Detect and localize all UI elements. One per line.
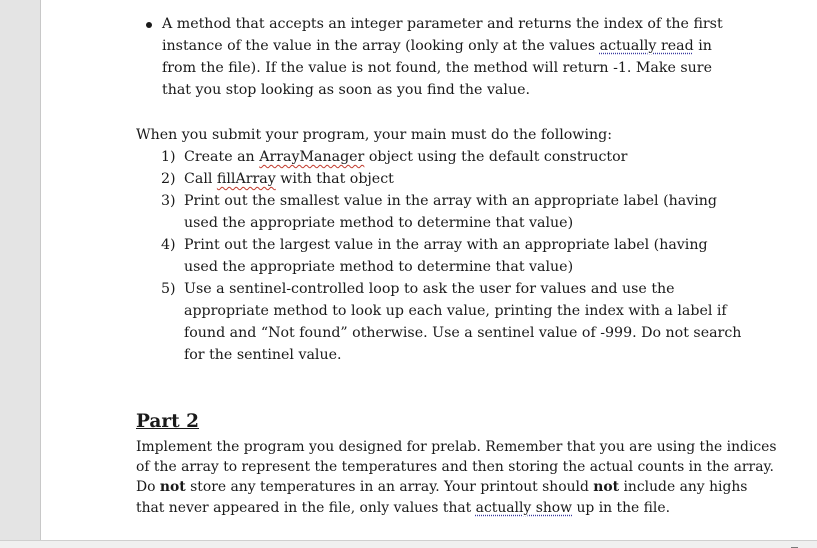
text-run: store any temperatures in an array. Your printout should: [185, 479, 594, 496]
list-number: 5): [161, 281, 176, 297]
list-number: 3): [161, 193, 176, 209]
text-run: with that object: [275, 171, 394, 187]
bullet-item: [162, 13, 802, 101]
list-number: 4): [161, 237, 176, 253]
list-number: 2): [161, 171, 176, 187]
list-item-5: [136, 278, 796, 366]
section-heading: Part 2: [136, 411, 200, 432]
paragraph-line: [136, 498, 796, 518]
bullet-line-2: [162, 35, 802, 57]
paragraph-line: Implement the program you designed for prelab. Remember that you are using the indices: [136, 439, 777, 455]
text-run: Create an: [184, 149, 260, 165]
list-item-text: Print out the smallest value in the array with an appropriate label (having: [184, 193, 717, 209]
document-page[interactable]: [40, 0, 817, 540]
list-item-4: [136, 234, 796, 278]
part2-paragraph: [136, 437, 796, 518]
bullet-line-3: from the file). If the value is not found, the method will return -1. Make sure: [162, 60, 712, 76]
bold-text: not: [593, 479, 620, 496]
bullet-line-4: that you stop looking as soon as you find the value.: [162, 82, 531, 98]
text-run: include any highs: [619, 479, 748, 496]
text-run: instance of the value in the array (looking only at the values: [162, 38, 600, 54]
list-item-2: [136, 168, 796, 190]
list-item-text: appropriate method to look up each value, printing the index with a label if: [184, 303, 727, 319]
list-item-text: [184, 146, 796, 168]
text-run: that never appeared in the file, only values that: [136, 499, 476, 516]
numbered-list: [136, 146, 796, 366]
list-item-text: used the appropriate method to determine that value): [184, 215, 574, 231]
spelling-flag[interactable]: ArrayManager: [259, 149, 365, 165]
list-item-text: found and “Not found” otherwise. Use a sentinel value of -999. Do not search: [184, 325, 742, 341]
status-bar: [0, 540, 817, 548]
list-item-text: for the sentinel value.: [184, 347, 342, 363]
text-run: Call: [184, 171, 217, 187]
list-item-text: Use a sentinel-controlled loop to ask the user for values and use the: [184, 281, 675, 297]
list-item-text: [184, 168, 796, 190]
bold-text: not: [159, 479, 186, 496]
paragraph-line: of the array to represent the temperatures and then storing the actual counts in the array.: [136, 459, 774, 476]
list-item-3: [136, 190, 796, 234]
text-run: up in the file.: [572, 499, 671, 516]
grammar-flag[interactable]: actually read: [599, 38, 694, 54]
list-number: 1): [161, 149, 176, 165]
spelling-flag[interactable]: fillArray: [216, 171, 276, 187]
list-item-text: Print out the largest value in the array with an appropriate label (having: [184, 237, 708, 253]
intro-paragraph: When you submit your program, your main must do the following:: [136, 127, 612, 143]
text-run: in: [693, 38, 712, 54]
list-item-text: used the appropriate method to determine that value): [184, 259, 574, 275]
bullet-line-1: A method that accepts an integer parameter and returns the index of the first: [162, 16, 723, 32]
layout-icon[interactable]: [791, 541, 805, 548]
paragraph-line: [136, 477, 796, 497]
text-run: Do: [136, 479, 160, 496]
grammar-flag[interactable]: actually show: [475, 499, 573, 516]
list-item-1: [136, 146, 796, 168]
text-run: object using the default constructor: [364, 149, 628, 165]
bullet-dot-icon: [146, 22, 152, 28]
